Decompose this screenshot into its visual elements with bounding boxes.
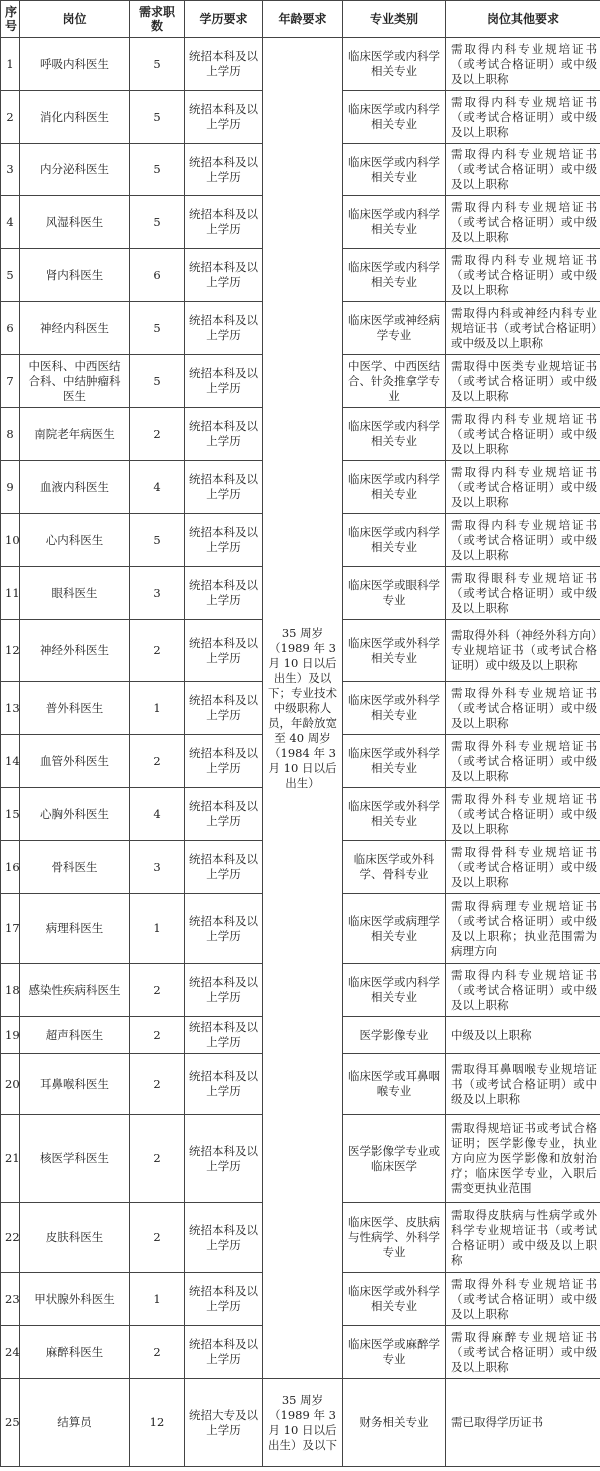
row-other: 需取得中医类专业规培证书（或考试合格证明）或中级及以上职称	[446, 355, 600, 408]
row-no: 14	[1, 735, 20, 788]
row-position: 呼吸内科医生	[20, 38, 130, 91]
row-position: 中医科、中西医结合科、中结肿瘤科医生	[20, 355, 130, 408]
row-major: 临床医学或内科学相关专业	[343, 91, 446, 144]
row-count: 3	[130, 567, 185, 620]
row-count: 1	[130, 682, 185, 735]
row-major: 医学影像专业	[343, 1017, 446, 1054]
row-count: 5	[130, 91, 185, 144]
row-no: 22	[1, 1203, 20, 1273]
age-requirement-2: 35 周岁（1989 年 3 月 10 日以后出生）及以下	[263, 1379, 343, 1467]
row-position: 血液内科医生	[20, 461, 130, 514]
row-education: 统招本科及以上学历	[185, 1326, 263, 1379]
header-age: 年龄要求	[263, 1, 343, 38]
row-no: 13	[1, 682, 20, 735]
row-other: 需取得内科专业规培证书（或考试合格证明）或中级及以上职称	[446, 461, 600, 514]
row-count: 5	[130, 514, 185, 567]
row-count: 2	[130, 408, 185, 461]
row-education: 统招本科及以上学历	[185, 1203, 263, 1273]
header-no: 序号	[1, 1, 20, 38]
row-education: 统招本科及以上学历	[185, 788, 263, 841]
row-count: 2	[130, 1054, 185, 1115]
row-position: 核医学科医生	[20, 1115, 130, 1203]
row-position: 甲状腺外科医生	[20, 1273, 130, 1326]
row-count: 1	[130, 894, 185, 964]
row-no: 18	[1, 964, 20, 1017]
row-other: 需取得外科（神经外科方向）专业规培证书（或考试合格证明）或中级及以上职称	[446, 620, 600, 682]
row-position: 血管外科医生	[20, 735, 130, 788]
row-education: 统招本科及以上学历	[185, 249, 263, 302]
row-count: 4	[130, 461, 185, 514]
row-major: 临床医学、皮肤病与性病学、外科学专业	[343, 1203, 446, 1273]
row-position: 神经内科医生	[20, 302, 130, 355]
header-education: 学历要求	[185, 1, 263, 38]
row-other: 需取得内科专业规培证书（或考试合格证明）或中级及以上职称	[446, 196, 600, 249]
row-count: 2	[130, 1115, 185, 1203]
row-education: 统招本科及以上学历	[185, 1115, 263, 1203]
row-other: 需取得内科专业规培证书（或考试合格证明）或中级及以上职称	[446, 408, 600, 461]
row-education: 统招本科及以上学历	[185, 620, 263, 682]
row-education: 统招本科及以上学历	[185, 1273, 263, 1326]
row-major: 临床医学或外科学相关专业	[343, 788, 446, 841]
row-no: 20	[1, 1054, 20, 1115]
row-no: 11	[1, 567, 20, 620]
row-count: 2	[130, 1326, 185, 1379]
row-other: 需取得外科专业规培证书（或考试合格证明）或中级及以上职称	[446, 788, 600, 841]
row-major: 临床医学或眼科学专业	[343, 567, 446, 620]
row-no: 6	[1, 302, 20, 355]
row-count: 5	[130, 196, 185, 249]
table-row	[1, 1379, 600, 1467]
row-no: 5	[1, 249, 20, 302]
row-other: 需取得耳鼻咽喉专业规培证书（或考试合格证明）或中级及以上职称	[446, 1054, 600, 1115]
row-education: 统招本科及以上学历	[185, 461, 263, 514]
row-position: 南院老年病医生	[20, 408, 130, 461]
row-no: 12	[1, 620, 20, 682]
row-other: 中级及以上职称	[446, 1017, 600, 1054]
row-count: 1	[130, 1273, 185, 1326]
row-other: 需取得外科专业规培证书（或考试合格证明）或中级及以上职称	[446, 1273, 600, 1326]
row-position: 内分泌科医生	[20, 144, 130, 196]
row-education: 统招本科及以上学历	[185, 144, 263, 196]
row-education: 统招本科及以上学历	[185, 408, 263, 461]
row-major: 医学影像学专业或临床医学	[343, 1115, 446, 1203]
row-other: 需取得内科专业规培证书（或考试合格证明）或中级及以上职称	[446, 38, 600, 91]
row-count: 6	[130, 249, 185, 302]
row-count: 5	[130, 302, 185, 355]
row-position: 肾内科医生	[20, 249, 130, 302]
row-other: 需取得内科专业规培证书（或考试合格证明）或中级及以上职称	[446, 144, 600, 196]
row-other: 需取得麻醉专业规培证书（或考试合格证明）或中级及以上职称	[446, 1326, 600, 1379]
row-no: 21	[1, 1115, 20, 1203]
row-major: 临床医学或内科学相关专业	[343, 964, 446, 1017]
row-major: 临床医学或外科学相关专业	[343, 735, 446, 788]
row-no: 16	[1, 841, 20, 894]
row-position: 结算员	[20, 1379, 130, 1467]
row-education: 统招本科及以上学历	[185, 1017, 263, 1054]
row-major: 临床医学或内科学相关专业	[343, 408, 446, 461]
row-education: 统招本科及以上学历	[185, 196, 263, 249]
row-other: 需取得内科专业规培证书（或考试合格证明）或中级及以上职称	[446, 91, 600, 144]
row-other: 需取得外科专业规培证书（或考试合格证明）或中级及以上职称	[446, 735, 600, 788]
row-other: 需已取得学历证书	[446, 1379, 600, 1467]
row-count: 3	[130, 841, 185, 894]
row-major: 临床医学或外科学相关专业	[343, 620, 446, 682]
row-no: 17	[1, 894, 20, 964]
row-count: 2	[130, 1203, 185, 1273]
row-no: 19	[1, 1017, 20, 1054]
row-position: 心内科医生	[20, 514, 130, 567]
row-count: 2	[130, 964, 185, 1017]
row-other: 需取得骨科专业规培证书（或考试合格证明）或中级及以上职称	[446, 841, 600, 894]
row-other: 需取得规培证书或考试合格证明；医学影像专业，执业方向应为医学影像和放射治疗；临床医学专业，入职后需变更执业范围	[446, 1115, 600, 1203]
row-no: 2	[1, 91, 20, 144]
row-major: 临床医学或内科学相关专业	[343, 461, 446, 514]
row-education: 统招本科及以上学历	[185, 841, 263, 894]
row-no: 7	[1, 355, 20, 408]
row-count: 12	[130, 1379, 185, 1467]
row-major: 中医学、中西医结合、针灸推拿学专业	[343, 355, 446, 408]
row-education: 统招本科及以上学历	[185, 355, 263, 408]
row-education: 统招本科及以上学历	[185, 894, 263, 964]
row-education: 统招本科及以上学历	[185, 302, 263, 355]
row-other: 需取得内科专业规培证书（或考试合格证明）或中级及以上职称	[446, 249, 600, 302]
row-education: 统招本科及以上学历	[185, 514, 263, 567]
row-major: 临床医学或内科学相关专业	[343, 196, 446, 249]
row-education: 统招本科及以上学历	[185, 38, 263, 91]
row-education: 统招本科及以上学历	[185, 964, 263, 1017]
row-no: 10	[1, 514, 20, 567]
row-count: 4	[130, 788, 185, 841]
row-major: 临床医学或内科学相关专业	[343, 514, 446, 567]
row-no: 23	[1, 1273, 20, 1326]
row-education: 统招本科及以上学历	[185, 682, 263, 735]
row-other: 需取得皮肤病与性病学或外科学专业规培证书（或考试合格证明）或中级及以上职称	[446, 1203, 600, 1273]
row-major: 临床医学或外科学相关专业	[343, 1273, 446, 1326]
row-position: 眼科医生	[20, 567, 130, 620]
row-position: 风湿科医生	[20, 196, 130, 249]
row-position: 麻醉科医生	[20, 1326, 130, 1379]
row-position: 皮肤科医生	[20, 1203, 130, 1273]
row-major: 临床医学或外科学相关专业	[343, 682, 446, 735]
row-other: 需取得内科专业规培证书（或考试合格证明）或中级及以上职称	[446, 964, 600, 1017]
row-other: 需取得眼科专业规培证书（或考试合格证明）或中级及以上职称	[446, 567, 600, 620]
row-major: 临床医学或麻醉学专业	[343, 1326, 446, 1379]
row-position: 普外科医生	[20, 682, 130, 735]
row-major: 临床医学或内科学相关专业	[343, 144, 446, 196]
row-major: 临床医学或耳鼻咽喉专业	[343, 1054, 446, 1115]
row-position: 超声科医生	[20, 1017, 130, 1054]
row-other: 需取得外科专业规培证书（或考试合格证明）或中级及以上职称	[446, 682, 600, 735]
row-position: 消化内科医生	[20, 91, 130, 144]
row-education: 统招本科及以上学历	[185, 91, 263, 144]
row-no: 8	[1, 408, 20, 461]
row-position: 骨科医生	[20, 841, 130, 894]
row-count: 5	[130, 355, 185, 408]
row-no: 24	[1, 1326, 20, 1379]
row-count: 5	[130, 144, 185, 196]
row-other: 需取得内科专业规培证书（或考试合格证明）或中级及以上职称	[446, 514, 600, 567]
row-position: 感染性疾病科医生	[20, 964, 130, 1017]
row-position: 神经外科医生	[20, 620, 130, 682]
row-no: 9	[1, 461, 20, 514]
row-education: 统招大专及以上学历	[185, 1379, 263, 1467]
row-no: 4	[1, 196, 20, 249]
row-no: 15	[1, 788, 20, 841]
row-position: 心胸外科医生	[20, 788, 130, 841]
row-no: 25	[1, 1379, 20, 1467]
row-education: 统招本科及以上学历	[185, 567, 263, 620]
row-count: 2	[130, 1017, 185, 1054]
row-count: 2	[130, 735, 185, 788]
row-position: 耳鼻喉科医生	[20, 1054, 130, 1115]
row-count: 2	[130, 620, 185, 682]
row-no: 1	[1, 38, 20, 91]
header-row	[1, 1, 600, 38]
row-other: 需取得内科或神经内科专业规培证书（或考试合格证明）或中级及以上职称	[446, 302, 600, 355]
row-no: 3	[1, 144, 20, 196]
header-count: 需求职数	[130, 1, 185, 38]
header-major: 专业类别	[343, 1, 446, 38]
row-major: 临床医学或病理学相关专业	[343, 894, 446, 964]
header-other: 岗位其他要求	[446, 1, 600, 38]
row-education: 统招本科及以上学历	[185, 1054, 263, 1115]
row-other: 需取得病理专业规培证书（或考试合格证明）或中级及以上职称；执业范围需为病理方向	[446, 894, 600, 964]
header-position: 岗位	[20, 1, 130, 38]
age-requirement-1: 35 周岁（1989 年 3 月 10 日以后出生）及以下；专业技术中级职称人员，年龄放宽至 40 周岁（1984 年 3 月 10 日以后出生）	[263, 38, 343, 1379]
row-major: 财务相关专业	[343, 1379, 446, 1467]
row-major: 临床医学或神经病学专业	[343, 302, 446, 355]
row-major: 临床医学或内科学相关专业	[343, 249, 446, 302]
row-position: 病理科医生	[20, 894, 130, 964]
table-row	[1, 38, 600, 91]
row-count: 5	[130, 38, 185, 91]
row-major: 临床医学或内科学相关专业	[343, 38, 446, 91]
row-education: 统招本科及以上学历	[185, 735, 263, 788]
table-body	[1, 38, 600, 1467]
row-major: 临床医学或外科学、骨科专业	[343, 841, 446, 894]
